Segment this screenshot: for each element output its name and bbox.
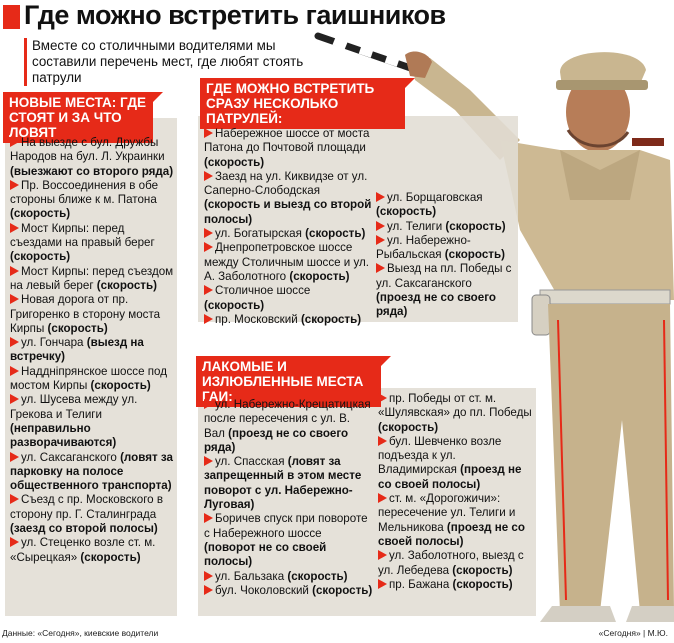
triangle-bullet-icon <box>204 242 213 252</box>
list-item <box>204 584 374 598</box>
triangle-bullet-icon <box>10 537 19 547</box>
place-name: бул. Чоколовский <box>215 583 313 597</box>
place-name: Днепропетровское шоссе между Столичным шоссе и ул. А. Заболотного <box>204 241 370 283</box>
triangle-bullet-icon <box>376 263 385 273</box>
triangle-bullet-icon <box>10 137 19 147</box>
list-item <box>378 549 534 578</box>
list-several-patrols-right <box>376 191 516 320</box>
page-title: Где можно встретить гаишников <box>24 0 446 30</box>
triangle-bullet-icon <box>378 393 387 403</box>
triangle-bullet-icon <box>204 513 213 523</box>
triangle-bullet-icon <box>378 493 387 503</box>
list-item <box>378 578 534 592</box>
violation-note: (скорость) <box>204 298 265 312</box>
place-name: ул. Набережно-Рыбальская <box>376 233 471 262</box>
triangle-bullet-icon <box>10 494 19 504</box>
violation-note: (проезд не со своего ряда) <box>204 426 349 454</box>
triangle-bullet-icon <box>10 266 19 276</box>
place-name: Наддніпрянское шоссе под мостом Кирпы <box>10 364 167 393</box>
section-heading-new-places: НОВЫЕ МЕСТА: ГДЕ СТОЯТ И ЗА ЧТО ЛОВЯТ <box>3 92 153 143</box>
list-item <box>10 265 176 294</box>
place-name: Мост Кирпы: перед съездом на левый берег <box>10 264 174 292</box>
list-item <box>10 336 176 365</box>
violation-note: (скорость) <box>90 379 151 393</box>
violation-note: (скорость) <box>445 219 506 233</box>
violation-note: (ловят за запрещенный в этом месте поворот с ул. Набережно-Луговая) <box>204 455 362 512</box>
triangle-bullet-icon <box>378 550 387 560</box>
violation-note: (скорость) <box>452 577 513 591</box>
list-item <box>204 284 372 313</box>
list-item <box>10 222 176 265</box>
triangle-bullet-icon <box>204 228 213 238</box>
list-item <box>204 455 374 512</box>
triangle-bullet-icon <box>10 394 19 404</box>
triangle-bullet-icon <box>10 180 19 190</box>
place-name: ул. Телиги <box>387 219 446 233</box>
list-item <box>10 393 176 450</box>
section-heading-favorite-places: ЛАКОМЫЕ И ИЗЛЮБЛЕННЫЕ МЕСТА ГАИ: <box>196 356 381 407</box>
place-name: Новая дорога от пр. Григоренко в сторону моста Кирпы <box>10 293 161 335</box>
list-item <box>376 262 516 319</box>
place-name: Набережное шоссе от моста Патона до Почтовой площади <box>204 127 370 155</box>
violation-note: (выезд на встречку) <box>10 336 144 364</box>
list-item <box>10 493 176 536</box>
place-name: Боричев спуск при повороте с Набережного шоссе <box>204 512 368 540</box>
violation-note: (заезд со второй полосы) <box>10 522 158 536</box>
violation-note: (скорость) <box>80 550 141 564</box>
triangle-bullet-icon <box>378 579 387 589</box>
list-item <box>204 512 374 569</box>
triangle-bullet-icon <box>204 314 213 324</box>
list-item <box>376 234 516 263</box>
place-name: Выезд на пл. Победы с ул. Саксаганского <box>376 262 512 290</box>
violation-note: (проезд не со своей полосы) <box>378 463 522 491</box>
list-item <box>204 241 372 284</box>
place-name: ул. Набережно-Крещатицкая после пересечения с ул. В. Вал <box>204 398 371 440</box>
violation-note: (скорость и выезд со второй полосы) <box>204 198 372 226</box>
triangle-bullet-icon <box>10 452 19 462</box>
list-new-places <box>10 136 176 565</box>
triangle-bullet-icon <box>10 223 19 233</box>
violation-note: (поворот не со своей полосы) <box>204 540 327 569</box>
violation-note: (скорость) <box>204 155 265 169</box>
violation-note: (скорость) <box>47 321 108 335</box>
violation-note: (скорость) <box>378 420 439 434</box>
place-name: пр. Бажана <box>389 577 453 591</box>
place-name: ул. Саксаганского <box>21 450 121 464</box>
page-subtitle: Вместе со столичными водителями мы составили перечень мест, где любят стоять патрули <box>24 38 324 86</box>
place-name: Столичное шоссе <box>215 284 311 298</box>
triangle-bullet-icon <box>10 337 19 347</box>
triangle-bullet-icon <box>204 585 213 595</box>
violation-note: (проезд не со своей полосы) <box>378 520 525 548</box>
violation-note: (скорость) <box>444 248 505 262</box>
list-item <box>204 170 372 227</box>
place-name: Мост Кирпы: перед съездами на правый берег <box>10 221 155 250</box>
place-name: Съезд с пр. Московского в сторону пр. Г. Сталинграда <box>10 493 164 521</box>
list-item <box>10 179 176 222</box>
triangle-bullet-icon <box>204 171 213 181</box>
place-name: Пр. Воссоединения в обе стороны ближе к м. Патона <box>10 178 159 207</box>
place-name: ул. Гончара <box>21 336 87 350</box>
list-item <box>10 365 176 394</box>
violation-note: (выезжают со второго ряда) <box>10 164 174 178</box>
violation-note: (скорость) <box>287 569 348 583</box>
violation-note: (скорость) <box>10 250 71 264</box>
header-accent-box <box>3 5 20 29</box>
list-item <box>10 536 176 565</box>
place-name: ул. Борщаговская <box>387 191 483 204</box>
list-item <box>204 127 372 170</box>
place-name: ст. м. «Дорогожичи»: пересечение ул. Телиги и Мельникова <box>378 492 516 534</box>
triangle-bullet-icon <box>204 285 213 295</box>
list-item <box>204 313 372 327</box>
place-name: пр. Московский <box>215 312 301 326</box>
list-item <box>378 435 534 492</box>
violation-note: (скорость) <box>10 207 71 221</box>
violation-note: (скорость) <box>300 312 362 326</box>
list-item <box>378 492 534 549</box>
list-item <box>10 293 176 336</box>
section-heading-several-patrols: ГДЕ МОЖНО ВСТРЕТИТЬ СРАЗУ НЕСКОЛЬКО ПАТРУЛЕЙ: <box>200 78 405 129</box>
place-name: ул. Стеценко возле ст. м. «Сырецкая» <box>10 536 156 564</box>
violation-note: (скорость) <box>452 563 513 577</box>
place-name: Заезд на ул. Киквидзе от ул. Саперно-Слободская <box>204 169 368 198</box>
list-item <box>204 227 372 241</box>
violation-note: (скорость) <box>312 583 373 597</box>
place-name: ул. Шусева между ул. Грекова и Телиги <box>10 393 138 421</box>
triangle-bullet-icon <box>376 221 385 231</box>
place-name: ул. Бальзака <box>215 569 288 583</box>
credit-note: «Сегодня» | М.Ю. <box>598 628 668 638</box>
violation-note: (ловят за парковку на полосе общественного транспорта) <box>10 450 173 493</box>
triangle-bullet-icon <box>10 366 19 376</box>
list-favorite-places-left <box>204 398 374 598</box>
triangle-bullet-icon <box>204 399 213 409</box>
list-favorite-places-right <box>378 392 534 592</box>
list-item <box>378 392 534 435</box>
triangle-bullet-icon <box>376 192 385 202</box>
violation-note: (скорость) <box>305 227 366 241</box>
triangle-bullet-icon <box>378 436 387 446</box>
violation-note: (проезд не со своего ряда) <box>376 291 496 319</box>
triangle-bullet-icon <box>204 128 213 138</box>
violation-note: (скорость) <box>376 205 437 219</box>
place-name: пр. Победы от ст. м. «Шулявская» до пл. Победы <box>378 392 532 420</box>
list-item <box>376 220 516 234</box>
place-name: ул. Спасская <box>215 455 288 469</box>
triangle-bullet-icon <box>10 294 19 304</box>
list-item <box>204 570 374 584</box>
place-name: бул. Шевченко возле подъезда к ул. Владимирская <box>378 434 502 477</box>
list-item <box>10 451 176 494</box>
place-name: ул. Заболотного, выезд с ул. Лебедева <box>378 549 524 577</box>
triangle-bullet-icon <box>204 571 213 581</box>
place-name: ул. Богатырская <box>215 227 306 241</box>
source-note: Данные: «Сегодня», киевские водители <box>2 628 159 638</box>
list-item <box>376 191 516 220</box>
violation-note: (скорость) <box>289 269 350 283</box>
list-item <box>10 136 176 179</box>
place-name: На выезде с бул. Дружбы Народов на бул. Л. Украинки <box>10 136 165 164</box>
violation-note: (скорость) <box>96 278 157 292</box>
triangle-bullet-icon <box>204 456 213 466</box>
triangle-bullet-icon <box>376 235 385 245</box>
violation-note: (неправильно разворачиваются) <box>10 421 117 450</box>
list-item <box>204 398 374 455</box>
list-several-patrols-left <box>204 127 372 327</box>
